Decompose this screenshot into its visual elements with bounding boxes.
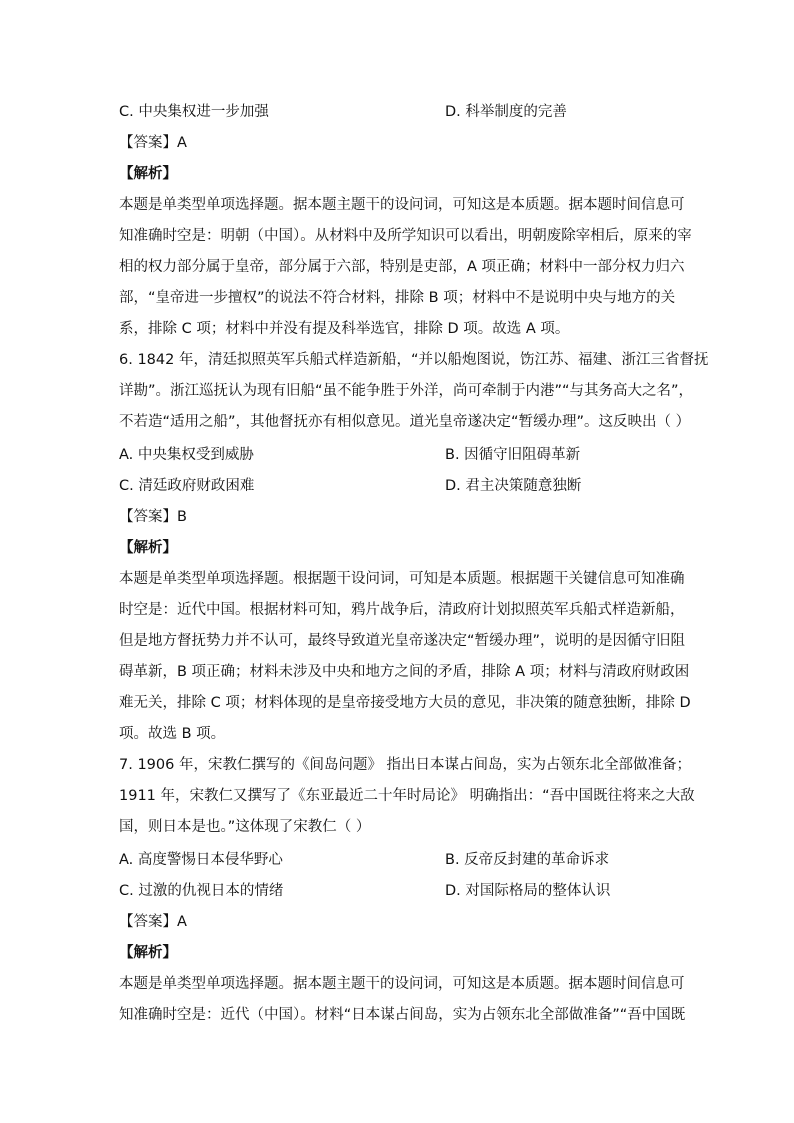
q6-analysis-line: 时空是：近代中国。根据材料可知，鸦片战争后，清政府计划拟照英军兵船式样造新船， — [119, 602, 685, 618]
q6-option-a: A. 中央集权受到威胁 — [119, 447, 254, 463]
q7-option-b: B. 反帝反封建的革命诉求 — [445, 852, 610, 868]
q5-answer: 【答案】A — [119, 135, 187, 151]
q6-option-d: D. 君主决策随意独断 — [445, 478, 582, 494]
q6-analysis-label: 【解析】 — [119, 540, 177, 556]
q5-analysis-line: 部，“皇帝进一步擅权”的说法不符合材料，排除 B 项；材料中不是说明中央与地方的关 — [119, 290, 676, 306]
q6-option-b: B. 因循守旧阻碍革新 — [445, 447, 581, 463]
q6-analysis-line: 但是地方督抚势力并不认可，最终导致道光皇帝遂决定“暂缓办理”，说明的是因循守旧阻 — [119, 633, 686, 649]
q6-analysis-line: 本题是单类型单项选择题。根据题干设问词，可知是本质题。根据题干关键信息可知准确 — [119, 571, 685, 587]
q6-stem-line: 6. 1842 年，清廷拟照英军兵船式样造新船，“并以船炮图说，饬江苏、福建、浙江三省督抚 — [119, 352, 709, 368]
q6-option-c: C. 清廷政府财政困难 — [119, 478, 255, 494]
q7-analysis-line: 本题是单类型单项选择题。据本题主题干的设问词，可知这是本质题。据本题时间信息可 — [119, 976, 685, 992]
q6-analysis-line: 碍革新，B 项正确；材料未涉及中央和地方之间的矛盾，排除 A 项；材料与清政府财政困 — [119, 664, 690, 680]
q5-analysis-line: 相的权力部分属于皇帝，部分属于六部，特别是吏部，A 项正确；材料中一部分权力归六 — [119, 259, 685, 275]
q5-analysis-line: 系，排除 C 项；材料中并没有提及科举选官，排除 D 项。故选 A 项。 — [119, 321, 570, 337]
q7-analysis-line: 知准确时空是：近代（中国）。材料“日本谋占间岛，实为占领东北全部做准备”“吾中国既 — [119, 1007, 686, 1023]
q6-analysis-line: 项。故选 B 项。 — [119, 726, 226, 742]
q5-analysis-line: 本题是单类型单项选择题。据本题主题干的设问词，可知这是本质题。据本题时间信息可 — [119, 197, 685, 213]
q6-stem-line: 详勘”。浙江巡抚认为现有旧船“虽不能争胜于外洋，尚可牵制于内港”“与其务高大之名”， — [119, 383, 694, 399]
q5-option-c: C. 中央集权进一步加强 — [119, 104, 269, 120]
q5-option-d: D. 科举制度的完善 — [445, 104, 567, 120]
q5-analysis-label: 【解析】 — [119, 166, 177, 182]
q7-option-a: A. 高度警惕日本侵华野心 — [119, 852, 283, 868]
q6-answer: 【答案】B — [119, 509, 187, 525]
q7-analysis-label: 【解析】 — [119, 945, 177, 961]
q6-analysis-line: 难无关，排除 C 项；材料体现的是皇帝接受地方大员的意见，非决策的随意独断，排除 D — [119, 695, 691, 711]
q7-stem-line: 7. 1906 年，宋教仁撰写的《间岛问题》 指出日本谋占间岛，实为占领东北全部做准备； — [119, 757, 692, 773]
q7-answer: 【答案】A — [119, 914, 187, 930]
q7-option-d: D. 对国际格局的整体认识 — [445, 883, 611, 899]
q7-stem-line: 1911 年，宋教仁又撰写了《东亚最近二十年时局论》 明确指出：“吾中国既往将来之大敌 — [119, 788, 695, 804]
q5-analysis-line: 知准确时空是：明朝（中国）。从材料中及所学知识可以看出，明朝废除宰相后，原来的宰 — [119, 228, 692, 244]
q7-option-c: C. 过激的仇视日本的情绪 — [119, 883, 284, 899]
q6-stem-line: 不若造“适用之船”，其他督抚亦有相似意见。道光皇帝遂决定“暂缓办理”。这反映出（ ） — [119, 414, 691, 430]
q7-stem-line: 国，则日本是也。”这体现了宋教仁（ ） — [119, 819, 371, 835]
